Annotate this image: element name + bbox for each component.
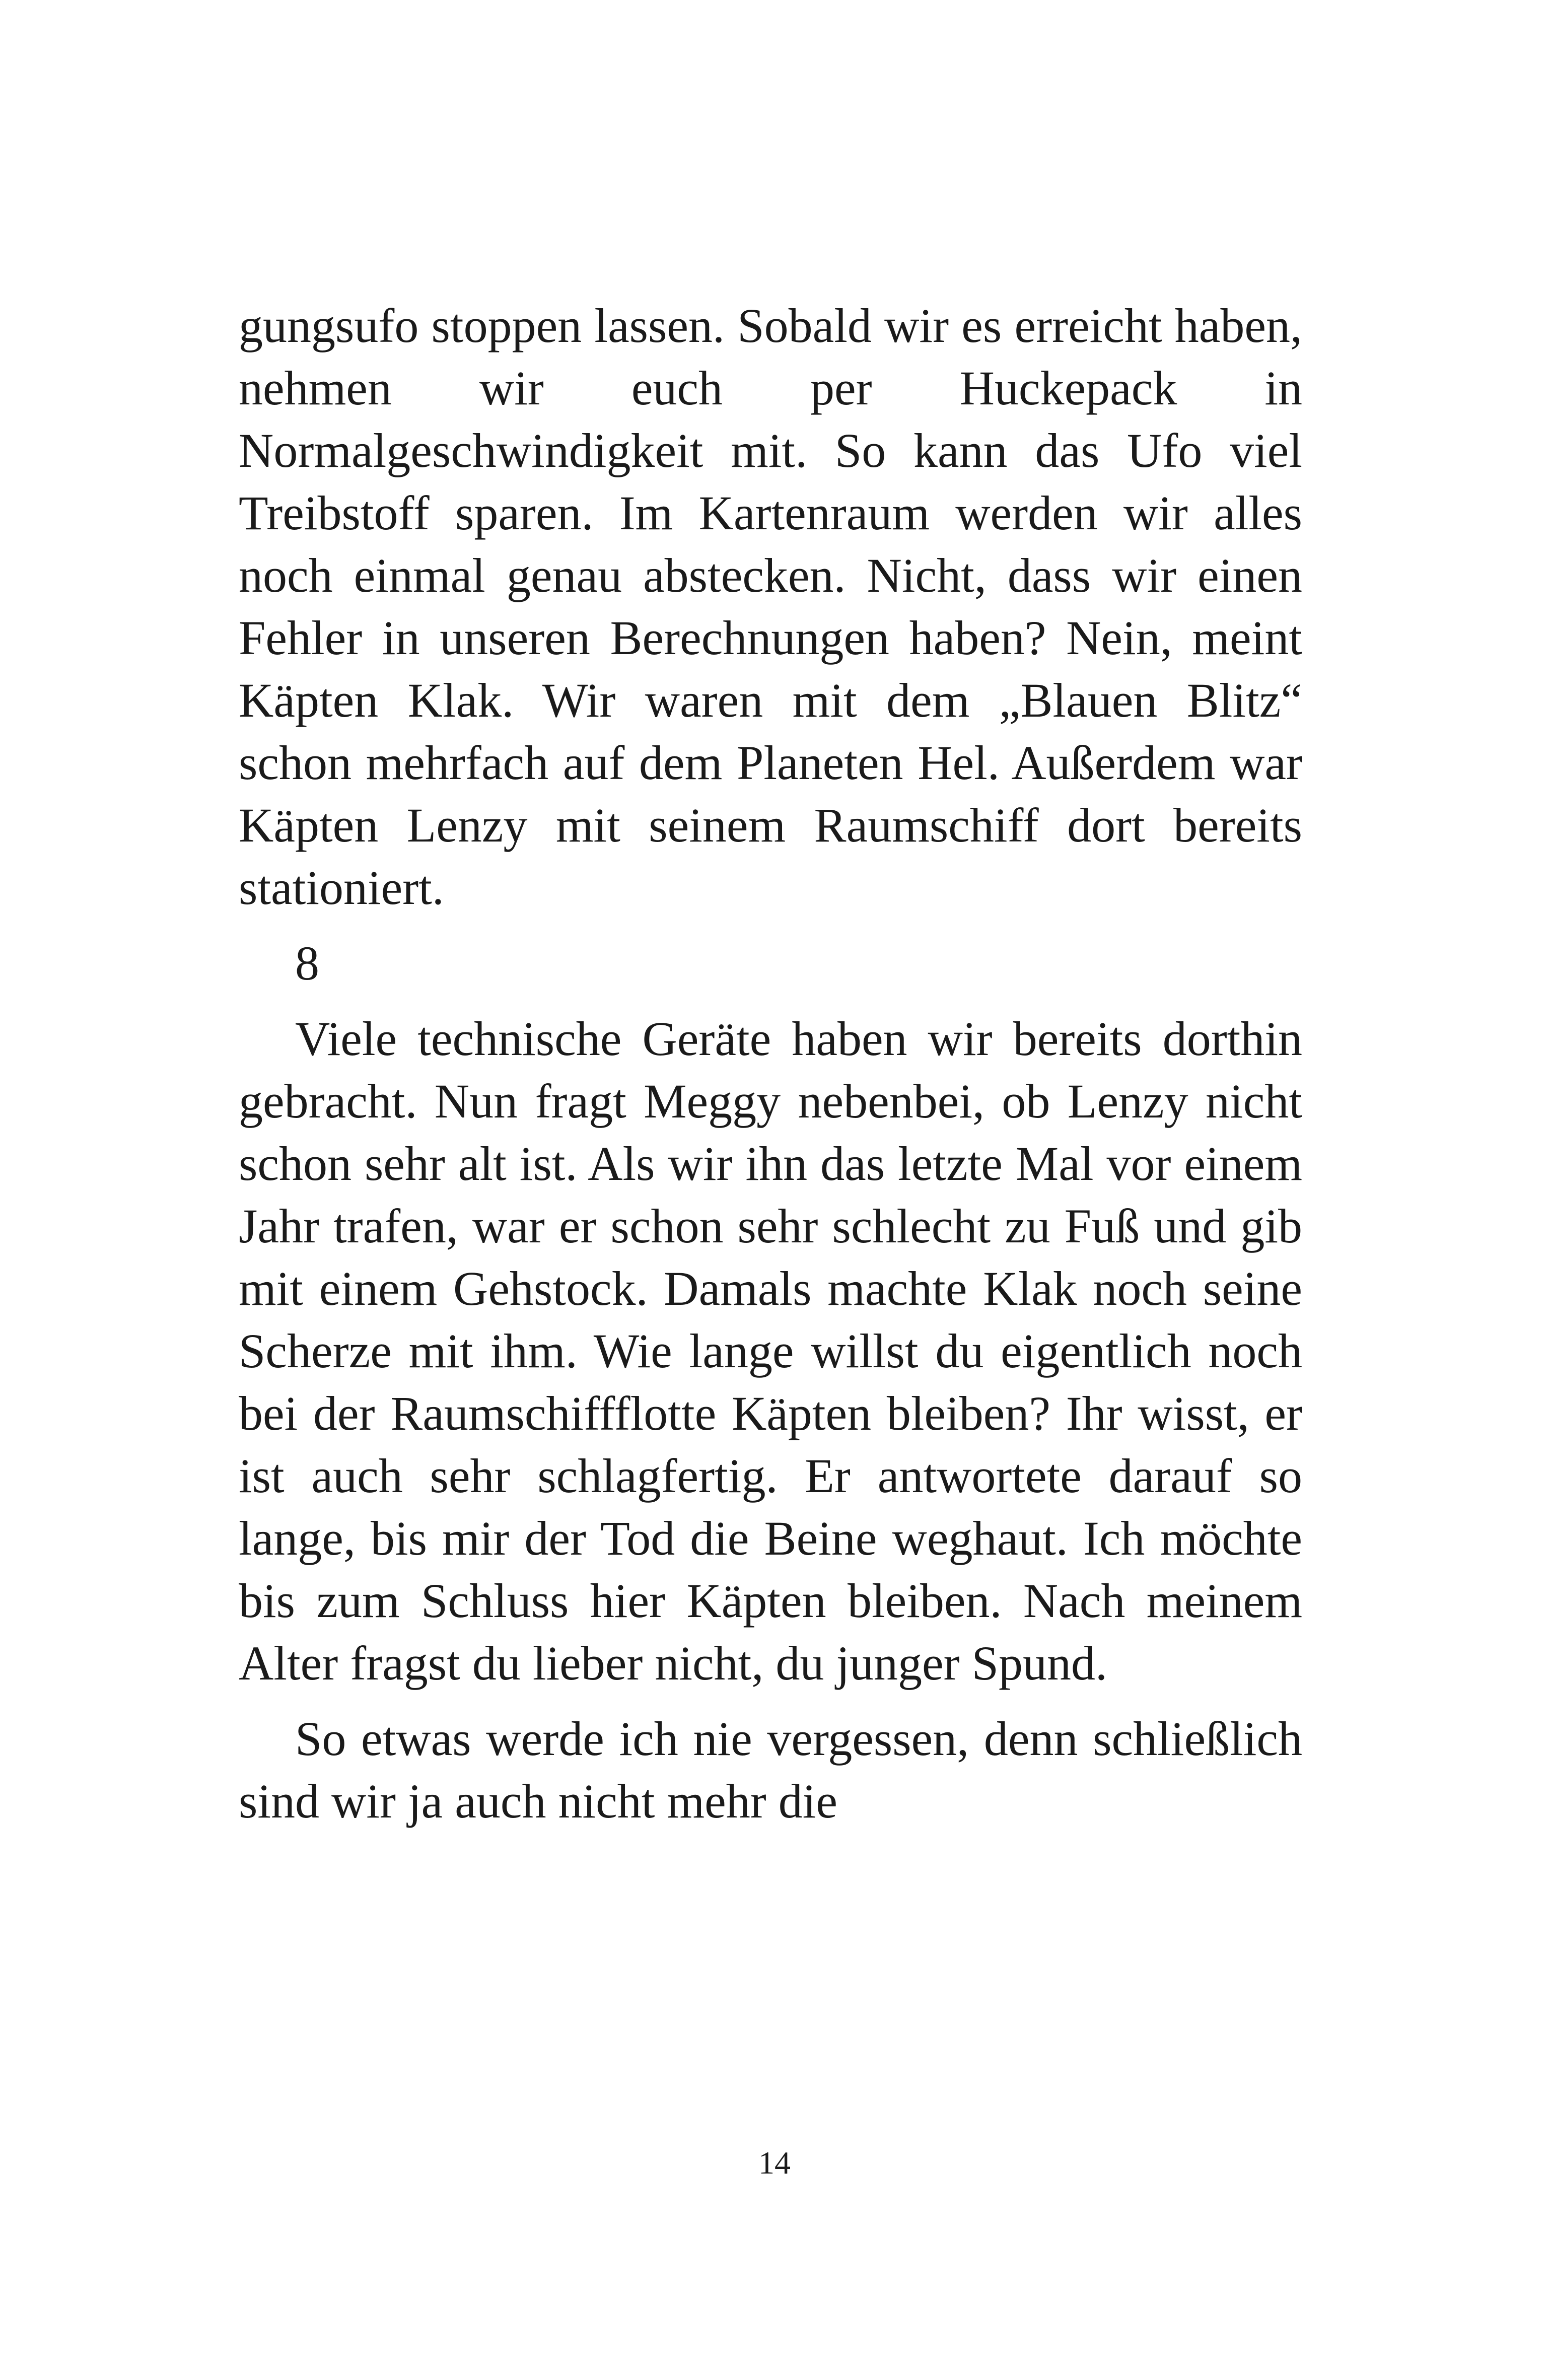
page-number: 14: [758, 2145, 791, 2181]
section-number: 8: [295, 936, 319, 990]
paragraph: Viele technische Geräte haben wir bereits dorthin gebracht. Nun fragt Meggy nebenbei, ob Lenzy nicht schon sehr alt ist. Als wir ihn das letzte Mal vor einem Jahr trafen, war er schon sehr schlecht zu Fuß und gib mit einem Gehstock. Damals machte Klak noch seine Scherze mit ihm. Wie lange willst du eigentlich noch bei der Raumschiffflotte Käpten bleiben? Ihr wisst, er ist auch sehr schlagfertig. Er antwortete darauf so lange, bis mir der Tod die Beine weghaut. Ich möchte bis zum Schluss hier Käpten bleiben. Nach meinem Alter fragst du lieber nicht, du junger Spund.: [239, 1012, 1302, 1690]
body-text: [239, 295, 1302, 1833]
paragraph: So etwas werde ich nie vergessen, denn schließlich sind wir ja auch nicht mehr die: [239, 1712, 1302, 1828]
paragraph-continuation: gungsufo stoppen lassen. Sobald wir es erreicht haben, nehmen wir euch per Huckepack in Normalgeschwindigkeit mit. So kann das Ufo viel Treibstoff sparen. Im Kartenraum werden wir alles noch einmal genau abstecken. Nicht, dass wir einen Fehler in unseren Berechnungen haben? Nein, meint Käpten Klak. Wir waren mit dem „Blauen Blitz“ schon mehrfach auf dem Planeten Hel. Außerdem war Käpten Lenzy mit seinem Raumschiff dort bereits stationiert.: [239, 299, 1302, 915]
